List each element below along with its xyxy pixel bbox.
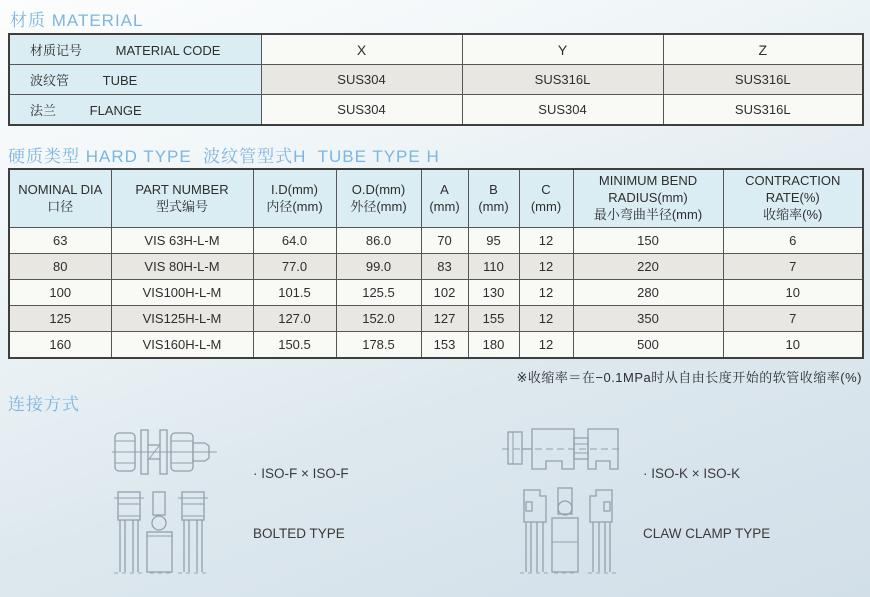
header-line: (mm) — [530, 198, 562, 214]
table-cell: 150.5 — [253, 332, 336, 359]
header-line: PART NUMBER — [135, 181, 229, 197]
flange-row-header-cell — [9, 95, 261, 126]
table-cell: 130 — [468, 280, 519, 306]
material-table — [8, 33, 864, 126]
table-cell: 64.0 — [253, 228, 336, 254]
header-line: I.D(mm) — [271, 181, 318, 197]
column-header-z: Z — [663, 34, 863, 65]
table-cell: VIS160H-L-M — [111, 332, 253, 359]
table-cell: 152.0 — [336, 306, 421, 332]
table-cell: VIS 80H-L-M — [111, 254, 253, 280]
header-line: 外径(mm) — [350, 198, 407, 214]
header-line: B — [489, 181, 498, 197]
table-cell: 110 — [468, 254, 519, 280]
table-row — [9, 280, 863, 306]
header-line: 型式编号 — [155, 198, 208, 214]
bolt-side-view-diagram — [112, 424, 217, 479]
table-row — [9, 228, 863, 254]
table-cell: VIS 63H-L-M — [111, 228, 253, 254]
material-section-title: 材质 MATERIAL — [10, 11, 144, 30]
claw-clamp-side-view-diagram — [502, 421, 622, 481]
tube-row-header-cell — [9, 65, 261, 95]
header-line: (mm) — [429, 198, 460, 214]
spec-table — [8, 168, 864, 359]
header-contraction-rate — [723, 169, 863, 228]
table-cell: 86.0 — [336, 228, 421, 254]
header-line: A — [440, 181, 449, 197]
table-row — [9, 65, 863, 95]
bolted-flange-cross-section-diagram — [112, 486, 212, 578]
header-line: MINIMUM BEND — [598, 173, 698, 189]
table-cell: 12 — [519, 306, 573, 332]
header-line: 内径(mm) — [266, 198, 323, 214]
header-id — [253, 169, 336, 228]
table-cell: 500 — [573, 332, 723, 359]
header-od — [336, 169, 421, 228]
table-cell: 125.5 — [336, 280, 421, 306]
claw-clamp-type-name: · ISO-K × ISO-K — [643, 465, 741, 481]
table-cell: SUS304 — [261, 65, 462, 95]
table-cell: 10 — [723, 332, 863, 359]
table-cell: 178.5 — [336, 332, 421, 359]
header-line: C — [541, 181, 551, 197]
table-cell: 350 — [573, 306, 723, 332]
bolted-type-label — [253, 423, 349, 565]
table-cell: 80 — [9, 254, 111, 280]
table-header-row — [9, 169, 863, 228]
bolted-type-name: · ISO-F × ISO-F — [253, 465, 349, 481]
table-cell: 127.0 — [253, 306, 336, 332]
table-cell: 12 — [519, 332, 573, 359]
table-cell: 99.0 — [336, 254, 421, 280]
table-cell: 7 — [723, 254, 863, 280]
header-line: RADIUS(mm) — [608, 190, 688, 206]
header-min-bend-radius — [573, 169, 723, 228]
header-part-number — [111, 169, 253, 228]
table-cell: 155 — [468, 306, 519, 332]
claw-clamp-type-desc: CLAW CLAMP TYPE — [643, 526, 771, 542]
table-cell: 180 — [468, 332, 519, 359]
table-cell: 100 — [9, 280, 111, 306]
header-c — [519, 169, 573, 228]
table-cell: 125 — [9, 306, 111, 332]
table-cell: 127 — [421, 306, 468, 332]
table-cell: 12 — [519, 254, 573, 280]
claw-clamp-cross-section-diagram — [518, 486, 618, 578]
material-code-label-en: MATERIAL CODE — [115, 43, 221, 58]
table-cell: 95 — [468, 228, 519, 254]
header-line: 口径 — [47, 198, 74, 214]
header-line: CONTRACTION — [745, 173, 841, 189]
table-cell: SUS304 — [462, 95, 663, 126]
tube-label-en: TUBE — [102, 73, 138, 88]
table-cell: SUS316L — [663, 95, 863, 126]
table-cell: 280 — [573, 280, 723, 306]
table-cell: 160 — [9, 332, 111, 359]
table-cell: 63 — [9, 228, 111, 254]
table-cell: 101.5 — [253, 280, 336, 306]
material-code-label-zh: 材质记号 — [30, 43, 83, 58]
flange-label-en: FLANGE — [89, 103, 142, 118]
table-cell: 83 — [421, 254, 468, 280]
bolted-type-desc: BOLTED TYPE — [253, 526, 345, 542]
table-cell: 12 — [519, 280, 573, 306]
hard-type-section-title: 硬质类型 HARD TYPE 波纹管型式H TUBE TYPE H — [8, 147, 440, 166]
table-cell: SUS316L — [462, 65, 663, 95]
table-row — [9, 306, 863, 332]
table-row — [9, 34, 863, 65]
table-cell: 77.0 — [253, 254, 336, 280]
table-cell: SUS316L — [663, 65, 863, 95]
table-cell: 102 — [421, 280, 468, 306]
header-line: NOMINAL DIA — [18, 181, 103, 197]
table-row — [9, 254, 863, 280]
contraction-rate-footnote: ※收缩率＝在−0.1MPa时从自由长度开始的软管收缩率(%) — [516, 370, 862, 385]
table-cell: SUS304 — [261, 95, 462, 126]
table-cell: VIS125H-L-M — [111, 306, 253, 332]
table-cell: 153 — [421, 332, 468, 359]
header-line: O.D(mm) — [351, 181, 406, 197]
header-line: 收缩率(%) — [763, 206, 823, 222]
table-cell: 70 — [421, 228, 468, 254]
flange-label-zh: 法兰 — [30, 103, 57, 118]
table-cell: 6 — [723, 228, 863, 254]
header-line: (mm) — [478, 198, 509, 214]
table-cell: 10 — [723, 280, 863, 306]
table-cell: 220 — [573, 254, 723, 280]
table-row — [9, 95, 863, 126]
connection-section-title: 连接方式 — [8, 395, 80, 414]
header-a — [421, 169, 468, 228]
column-header-y: Y — [462, 34, 663, 65]
header-nominal-dia — [9, 169, 111, 228]
table-cell: VIS100H-L-M — [111, 280, 253, 306]
table-row — [9, 332, 863, 359]
column-header-x: X — [261, 34, 462, 65]
table-cell: 12 — [519, 228, 573, 254]
claw-clamp-type-label — [643, 423, 770, 565]
tube-label-zh: 波纹管 — [30, 73, 70, 88]
header-line: 最小弯曲半径(mm) — [593, 206, 703, 222]
header-b — [468, 169, 519, 228]
material-code-header-cell — [9, 34, 261, 65]
table-cell: 150 — [573, 228, 723, 254]
header-line: RATE(%) — [765, 190, 820, 206]
table-cell: 7 — [723, 306, 863, 332]
